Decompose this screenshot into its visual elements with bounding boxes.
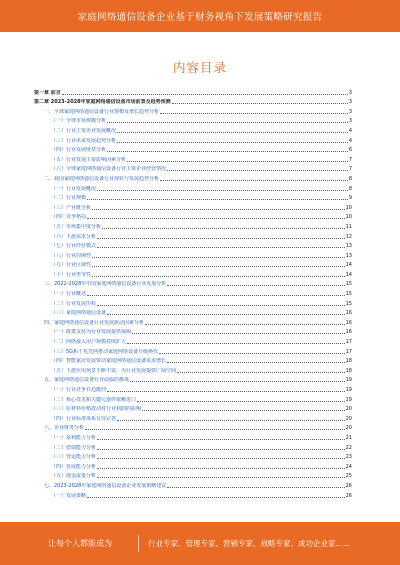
toc-dot-leader [92, 256, 345, 258]
toc-entry[interactable] [34, 326, 352, 336]
toc-dot-leader [97, 448, 345, 450]
footer-tagline: 行业专家、管理专家、营销专家、战略专家、成功企业家…… [148, 539, 351, 548]
footer-slogan: 让每个人都能成为 [48, 539, 112, 548]
toc-entry-page: 3 [348, 89, 352, 96]
toc-entry-page: 18 [345, 367, 352, 374]
toc-entry-page: 18 [345, 358, 352, 365]
toc-dot-leader [167, 169, 348, 171]
toc-entry[interactable] [34, 451, 352, 461]
toc-entry[interactable] [34, 220, 352, 230]
toc-entry-label: （一）盈利能力分析 [51, 434, 97, 441]
toc-entry[interactable] [34, 374, 352, 384]
toc-entry-label: （一）行业竞争日趋激烈 [51, 387, 107, 393]
toc-entry[interactable] [34, 287, 352, 297]
toc-entry[interactable] [34, 192, 352, 202]
toc-entry-label: 第一章 前言 [34, 89, 61, 96]
toc-entry[interactable] [34, 172, 352, 182]
toc-entry-page: 16 [345, 329, 352, 336]
toc-entry-label: （四）行业发展壁垒分析 [51, 147, 107, 154]
toc-entry[interactable] [34, 345, 352, 355]
toc-dot-leader [97, 237, 345, 239]
toc-entry[interactable] [34, 278, 352, 288]
toc-dot-leader [97, 304, 345, 306]
toc-entry-label: （五）现金流量分析 [51, 473, 97, 480]
toc-dot-leader [137, 400, 345, 402]
toc-dot-leader [97, 457, 345, 459]
toc-dot-leader [132, 332, 345, 334]
toc-dot-leader [85, 428, 345, 430]
toc-entry-page: 6 [348, 147, 352, 154]
toc-entry[interactable] [34, 479, 352, 489]
toc-entry-label: （一）行业概述 [51, 291, 87, 298]
toc-dot-leader [167, 361, 345, 363]
toc-dot-leader [92, 208, 345, 210]
toc-entry-page: 19 [345, 396, 352, 403]
toc-entry-label: 四、家庭网络通信设备行业发展驱动因素分析 [44, 319, 145, 326]
toc-dot-leader [107, 390, 345, 392]
toc-entry[interactable] [34, 240, 352, 250]
toc-dot-leader [87, 294, 345, 296]
toc-entry-page: 15 [345, 300, 352, 307]
toc-entry-page: 7 [348, 156, 352, 163]
footer-divider [138, 535, 139, 552]
toc-entry[interactable] [34, 201, 352, 211]
toc-entry-page: 25 [345, 473, 352, 480]
toc-entry-page: 20 [345, 425, 352, 432]
toc-entry-page: 15 [345, 291, 352, 298]
toc-entry[interactable] [34, 105, 352, 115]
toc-entry-page: 23 [345, 454, 352, 461]
toc-entry-label: （六）全球家庭网络通信设备行业主要企业经营情况 [51, 166, 167, 173]
footer-banner [0, 522, 400, 565]
toc-entry-page: 17 [345, 339, 352, 346]
toc-entry[interactable] [34, 249, 352, 259]
toc-entry-label: （七）行业经营模式 [51, 243, 97, 250]
toc-entry-page: 20 [345, 406, 352, 413]
table-of-contents [34, 86, 352, 499]
toc-entry-label: （九）行业区域性 [51, 262, 92, 269]
toc-entry-label: 五、家庭网络通信设备行业面临的挑战 [44, 377, 130, 384]
toc-dot-leader [102, 227, 345, 229]
toc-entry-page: 26 [345, 482, 352, 489]
toc-dot-leader [107, 121, 348, 123]
toc-dot-leader [97, 476, 345, 478]
toc-entry-label: 第二章 2023-2028年家庭网络通信设备市场前景及趋势预测 [34, 99, 171, 106]
toc-entry[interactable] [34, 364, 352, 374]
toc-entry-label: （一）发展策略 [51, 492, 87, 499]
toc-entry-label: 二、我国家庭网络通信设备行业现状与发展趋势分析 [44, 175, 160, 182]
toc-entry-label: （三）产业链分析 [51, 204, 92, 211]
toc-entry-label: （六）下游需求分析 [51, 233, 97, 240]
toc-entry-label: （一）行业发展概况 [51, 185, 97, 192]
toc-entry-label: （二）偿债能力分析 [51, 444, 97, 451]
toc-entry-page: 3 [348, 108, 352, 115]
toc-entry-label: （三）营运能力分析 [51, 454, 97, 461]
toc-entry[interactable] [34, 182, 352, 192]
toc-entry-label: （三）5G和千兆光网推动家庭网络设备升级换代 [51, 348, 159, 355]
toc-entry-page: 10 [345, 214, 352, 221]
toc-entry-label: （二）网络接入用户规模持续扩大 [51, 339, 127, 346]
toc-entry[interactable] [34, 383, 352, 393]
toc-dot-leader [117, 131, 348, 133]
toc-dot-leader [172, 102, 348, 104]
toc-dot-leader [142, 409, 345, 411]
toc-entry-page: 3 [348, 99, 352, 106]
toc-entry-label: （一）全球市场规模分析 [51, 118, 107, 125]
toc-entry[interactable] [34, 422, 352, 432]
toc-entry-page: 11 [345, 223, 352, 230]
toc-entry-page: 13 [345, 252, 352, 259]
toc-entry[interactable] [34, 297, 352, 307]
toc-entry-page: 22 [345, 444, 352, 451]
toc-dot-leader [177, 371, 345, 373]
toc-entry-label: （八）行业周期性 [51, 252, 92, 259]
toc-dot-leader [97, 467, 345, 469]
toc-entry[interactable] [34, 470, 352, 480]
toc-dot-leader [117, 419, 345, 421]
toc-entry[interactable] [34, 393, 352, 403]
toc-entry[interactable] [34, 115, 352, 125]
toc-entry-page: 9 [348, 195, 352, 202]
toc-entry[interactable] [34, 259, 352, 269]
toc-entry[interactable] [34, 86, 352, 96]
toc-entry-page: 12 [345, 233, 352, 240]
toc-entry-label: （四）竞争格局 [51, 214, 87, 221]
toc-entry[interactable] [34, 124, 352, 134]
toc-entry-page: 20 [345, 415, 352, 422]
toc-entry[interactable] [34, 335, 352, 345]
toc-entry-page: 24 [345, 463, 352, 470]
toc-entry-page: 19 [345, 387, 352, 393]
toc-entry[interactable] [34, 211, 352, 221]
toc-entry-page: 16 [345, 319, 352, 326]
toc-dot-leader [107, 150, 348, 152]
toc-entry-label: 一、全球家庭网络通信设备行业规模及增长趋势分析 [44, 108, 160, 115]
toc-dot-leader [167, 284, 344, 286]
toc-dot-leader [87, 217, 345, 219]
toc-entry[interactable] [34, 307, 352, 317]
toc-entry-page: 8 [348, 185, 352, 192]
toc-dot-leader [107, 313, 345, 315]
toc-entry-label: （一）政策支持为行业发展提供保障 [51, 329, 132, 336]
toc-entry-page: 15 [345, 281, 352, 288]
toc-entry[interactable] [34, 460, 352, 470]
toc-dot-leader [97, 438, 345, 440]
report-header-banner [0, 0, 400, 32]
toc-entry-page: 16 [345, 310, 352, 317]
toc-entry-label: （十）行业季节性 [51, 271, 92, 278]
toc-dot-leader [62, 93, 348, 95]
toc-entry-label: （二）行业发展历程 [51, 300, 97, 307]
toc-entry-page: 14 [345, 271, 352, 278]
toc-entry-page: 26 [345, 492, 352, 499]
toc-entry-label: 七、2023-2028年家庭网络通信设备企业发展策略建议 [44, 482, 167, 489]
toc-entry-label: （四）智能家居发展带动家庭网络通信设备需求增长 [51, 358, 167, 365]
toc-entry[interactable] [34, 268, 352, 278]
toc-entry-page: 4 [348, 137, 352, 144]
toc-dot-leader [87, 496, 345, 498]
toc-entry-label: （三）行业未来发展趋势分析 [51, 137, 117, 144]
toc-dot-leader [97, 246, 345, 248]
toc-entry-label: （五）行业发展主要影响因素分析 [51, 156, 127, 163]
toc-entry-page: 19 [345, 377, 352, 384]
toc-dot-leader [145, 323, 345, 325]
toc-dot-leader [92, 265, 345, 267]
toc-entry[interactable] [34, 134, 352, 144]
toc-entry-page: 7 [348, 166, 352, 173]
toc-entry-page: 21 [345, 434, 352, 441]
toc-entry-page: 13 [345, 243, 352, 250]
toc-entry-page: 3 [348, 118, 352, 125]
toc-entry-page: 17 [345, 348, 352, 355]
toc-dot-leader [159, 352, 345, 354]
toc-entry-label: 三、2022-2028年中国家庭网络通信设备行业发展分析 [44, 281, 167, 288]
toc-dot-leader [130, 380, 345, 382]
toc-entry-label: （二）行业主要企业发展概况 [51, 127, 117, 134]
toc-entry-label: （三）原材料价格波动对行业利润的影响 [51, 406, 142, 413]
toc-dot-leader [97, 189, 348, 191]
toc-entry[interactable] [34, 163, 352, 173]
toc-entry[interactable] [34, 403, 352, 413]
toc-entry-page: 8 [348, 175, 352, 182]
toc-entry[interactable] [34, 230, 352, 240]
toc-entry[interactable] [34, 441, 352, 451]
toc-entry[interactable] [34, 431, 352, 441]
toc-entry-label: （五）市场集中度分析 [51, 223, 102, 230]
toc-dot-leader [167, 486, 344, 488]
toc-entry-label: （五）下游应用场景不断丰富，为行业发展提供广阔空间 [51, 367, 177, 374]
toc-entry[interactable] [34, 355, 352, 365]
toc-entry-label: （四）行业标准体系有待完善 [51, 415, 117, 422]
toc-entry[interactable] [34, 144, 352, 154]
toc-entry-label: 六、企业财务分析 [44, 425, 85, 432]
toc-dot-leader [87, 198, 348, 200]
toc-dot-leader [92, 275, 345, 277]
toc-dot-leader [127, 342, 345, 344]
toc-dot-leader [160, 112, 348, 114]
toc-heading: 内容目录 [172, 60, 227, 75]
toc-entry-label: （三）家庭网络通信设备 [51, 310, 107, 317]
toc-entry-label: （二）核心技术和关键元器件依赖进口 [51, 396, 137, 403]
report-title: 家庭网络通信设备企业基于财务视角下发展策略研究报告 [77, 12, 323, 23]
toc-dot-leader [160, 179, 348, 181]
toc-entry-page: 14 [345, 262, 352, 269]
toc-entry-page: 4 [348, 127, 352, 134]
toc-entry-label: （四）发展能力分析 [51, 463, 97, 470]
toc-entry-page: 10 [345, 204, 352, 211]
toc-entry[interactable] [34, 153, 352, 163]
toc-entry[interactable] [34, 316, 352, 326]
toc-entry[interactable] [34, 412, 352, 422]
toc-dot-leader [127, 160, 348, 162]
toc-entry[interactable] [34, 489, 352, 499]
toc-dot-leader [117, 141, 348, 143]
toc-entry-label: （二）行业规模 [51, 195, 87, 202]
toc-entry[interactable] [34, 96, 352, 106]
